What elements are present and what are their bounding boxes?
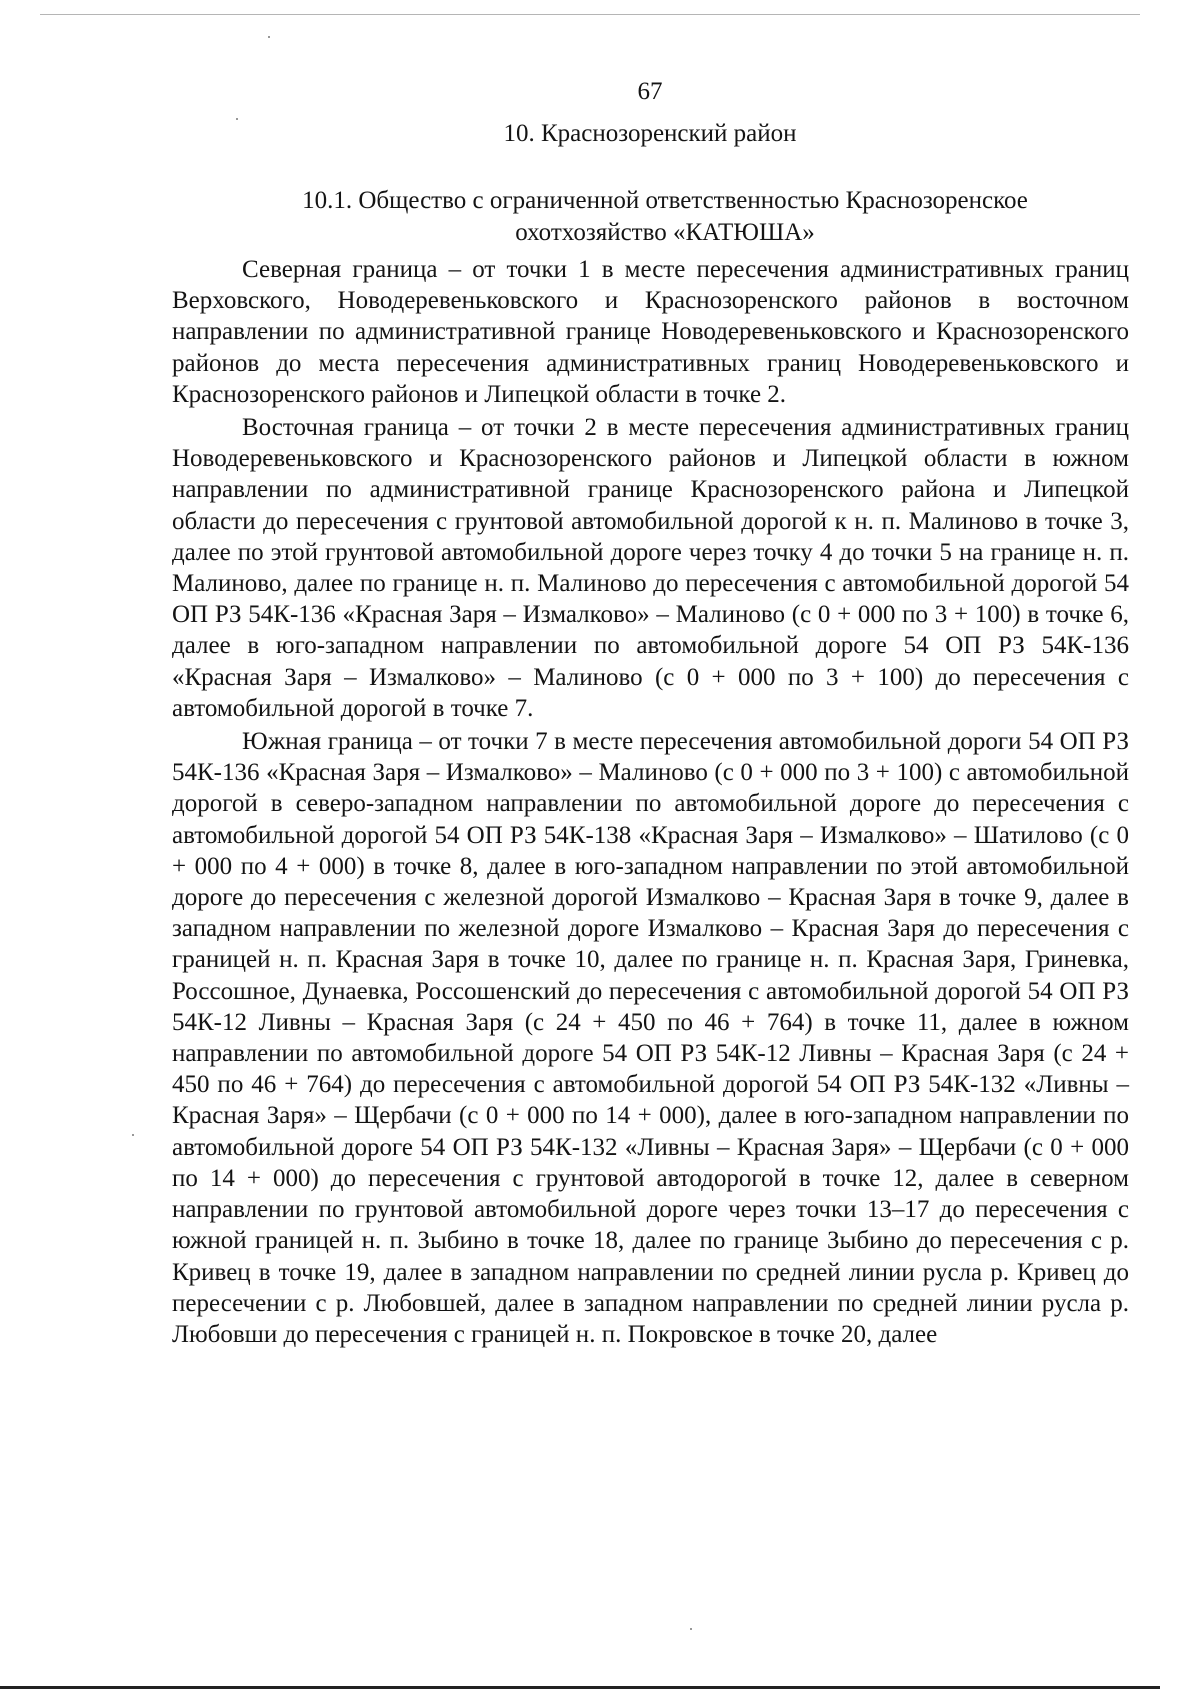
scan-speck [690, 1628, 692, 1630]
paragraph-south-boundary: Южная граница – от точки 7 в месте пересечения автомобильной дороги 54 ОП РЗ 54К-136 «Красная Заря – Измалково» – Малиново (с 0 + 000 по 3 + 100) с автомобильной дорогой в северо-западном направлении по автомобильной дороге до пересечения с автомобильной дорогой 54 ОП РЗ 54К-138 «Красная Заря – Измалково» – Шатилово (с 0 + 000 по 4 + 000) в точке 8, далее в юго-западном направлении по этой автомобильной дороге до пересечения с железной дорогой Измалково – Красная Заря в точке 9, далее в западном направлении по железной дороге Измалково – Красная Заря до пересечения с границей н. п. Красная Заря в точке 10, далее по границе н. п. Красная Заря, Гриневка, Россошное, Дунаевка, Россошенский до пересечения с автомобильной дорогой 54 ОП РЗ 54К-12 Ливны – Красная Заря (с 24 + 450 по 46 + 764) в точке 11, далее в южном направлении по автомобильной дороге 54 ОП РЗ 54К-12 Ливны – Красная Заря (с 24 + 450 по 46 + 764) до пересечения с автомобильной дорогой 54 ОП РЗ 54К-132 «Ливны – Красная Заря» – Щербачи (с 0 + 000 по 14 + 000), далее в юго-западном направлении по автомобильной дороге 54 ОП РЗ 54К-132 «Ливны – Красная Заря» – Щербачи (с 0 + 000 по 14 + 000) до пересечения с грунтовой автодорогой в точке 12, далее в северном направлении по грунтовой автомобильной дороге через точки 13–17 до пересечения с южной границей н. п. Зыбино в точке 18, далее по границе Зыбино до пересечения с р. Кривец в точке 19, далее в западном направлении по средней линии русла р. Кривец до пересечении с р. Любовшей, далее в западном направлении по средней линии русла р. Любовши до пересечения с границей н. п. Покровское в точке 20, далее [172, 728, 1129, 1348]
page-number: 67 [637, 78, 663, 105]
scan-top-border [40, 14, 1140, 15]
document-body [172, 254, 1129, 1352]
paragraph-east-boundary: Восточная граница – от точки 2 в месте пересечения административных границ Новодеревеньковского и Краснозоренского районов и Липецкой области в южном направлении по административной границе Краснозоренского района и Липецкой области до пересечения с грунтовой автомобильной дорогой к н. п. Малиново в точке 3, далее по этой грунтовой автомобильной дороге через точку 4 до точки 5 на границе н. п. Малиново, далее по границе н. п. Малиново до пересечения с автомобильной дорогой 54 ОП РЗ 54К-136 «Красная Заря – Измалково» – Малиново (с 0 + 000 по 3 + 100) в точке 6, далее в юго-западном направлении по автомобильной дороге 54 ОП РЗ 54К-136 «Красная Заря – Измалково» – Малиново (с 0 + 000 по 3 + 100) до пересечения с автомобильной дорогой в точке 7. [172, 414, 1129, 722]
subsection-title: 10.1. Общество с ограниченной ответственностью Краснозоренское охотхозяйство «КАТЮША» [302, 187, 1028, 246]
scan-speck [268, 36, 270, 38]
section-title: 10. Краснозоренский район [503, 120, 797, 147]
scan-speck [132, 1134, 134, 1136]
paragraph-north-boundary: Северная граница – от точки 1 в месте пересечения административных границ Верховского, Новодеревеньковского и Краснозоренского районов в восточном направлении по административной границе Новодеревеньковского и Краснозоренского районов до места пересечения административных границ Новодеревеньковского и Краснозоренского районов и Липецкой области в точке 2. [172, 256, 1129, 408]
scan-bottom-border [0, 1686, 1160, 1689]
